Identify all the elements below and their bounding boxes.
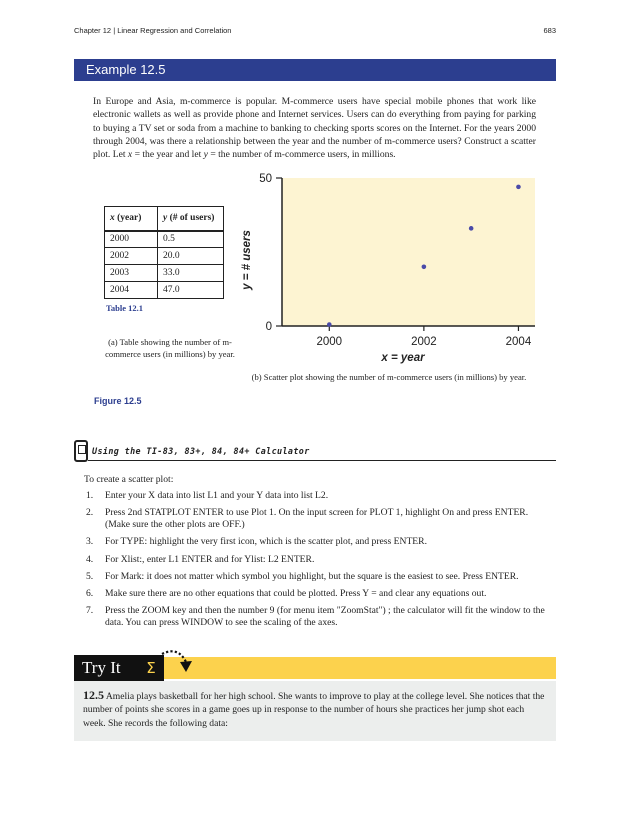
list-item: 7. Press the ZOOM key and then the number 9 (for menu item "ZoomStat") ; the calculator will fit the window to the data. You can press WINDOW to see the scaling of the axes. xyxy=(86,604,545,629)
table-cell-users: 47.0 xyxy=(158,282,224,299)
table-cell-users: 0.5 xyxy=(158,231,224,248)
try-it-problem xyxy=(74,681,556,741)
table-header-users: y (# of users) xyxy=(158,207,224,231)
sigma-icon: Σ xyxy=(146,659,156,677)
example-paragraph xyxy=(93,95,536,161)
figure-label: Figure 12.5 xyxy=(94,396,142,406)
y-tick-label: 0 xyxy=(265,321,272,333)
example-text-3: = the number of m-commerce users, in millions. xyxy=(207,149,396,161)
list-item: 6. Make sure there are no other equations that could be plotted. Press Y = and clear any equations out. xyxy=(86,587,487,599)
table-cell-year: 2000 xyxy=(105,231,158,248)
calculator-heading: Using the TI-83, 83+, 84, 84+ Calculator xyxy=(92,446,310,456)
x-tick-label: 2004 xyxy=(505,336,532,348)
table-header-year: x (year) xyxy=(105,207,158,231)
table-cell-year: 2004 xyxy=(105,282,158,299)
x-tick-label: 2002 xyxy=(411,336,437,348)
example-title: Example 12.5 xyxy=(86,62,166,77)
page-number: 683 xyxy=(543,26,556,35)
list-item: 5. For Mark: it does not matter which symbol you highlight, but the square is the easiest to see. Press ENTER. xyxy=(86,570,519,582)
calculator-icon xyxy=(74,440,88,462)
table-row xyxy=(105,265,224,282)
chapter-title: Chapter 12 | Linear Regression and Correlation xyxy=(74,26,232,35)
divider xyxy=(88,460,556,461)
data-point xyxy=(469,226,474,231)
example-title-bar xyxy=(74,59,556,81)
table-row xyxy=(105,231,224,248)
var-x: x xyxy=(127,149,133,161)
table-row xyxy=(105,282,224,299)
list-item: 3. For TYPE: highlight the very first icon, which is the scatter plot, and press ENTER. xyxy=(86,536,427,548)
calculator-intro: To create a scatter plot: xyxy=(84,474,174,485)
scatter-plot xyxy=(232,170,542,370)
calculator-steps xyxy=(86,490,548,634)
data-point xyxy=(422,265,427,270)
example-text-2: = the year and let xyxy=(132,149,204,161)
table-cell-year: 2002 xyxy=(105,248,158,265)
table-cell-year: 2003 xyxy=(105,265,158,282)
scatter-caption: (b) Scatter plot showing the number of m-commerce users (in millions) by year. xyxy=(251,372,527,382)
y-tick-label: 50 xyxy=(259,173,272,185)
table-cell-users: 20.0 xyxy=(158,248,224,265)
table-header-row xyxy=(105,207,224,231)
list-item: 4. For Xlist:, enter L1 ENTER and for Ylist: L2 ENTER. xyxy=(86,553,315,565)
table-label: Table 12.1 xyxy=(106,303,144,313)
x-axis-label: x = year xyxy=(381,352,425,364)
data-point xyxy=(516,185,521,190)
x-tick-label: 2000 xyxy=(316,336,343,348)
problem-text: Amelia plays basketball for her high school. She wants to improve to play at the college level. She notices that the number of points she scores in a game goes up in response to the number of hours she practices her jump shot each week. She records the following data: xyxy=(83,691,545,729)
curved-arrow-icon xyxy=(160,648,196,678)
plot-background xyxy=(282,178,535,326)
running-header xyxy=(74,26,556,38)
table-cell-users: 33.0 xyxy=(158,265,224,282)
table-row xyxy=(105,248,224,265)
list-item: 2. Press 2nd STATPLOT ENTER to use Plot 1. On the input screen for PLOT 1, highlight On and press ENTER. (Make sure the other plots are OFF.) xyxy=(86,507,529,531)
y-axis-label: y = # users xyxy=(241,230,253,290)
var-y: y xyxy=(203,149,208,161)
data-point xyxy=(327,322,332,327)
try-it-label: Try It xyxy=(74,655,164,681)
table-caption: (a) Table showing the number of m-commerce users (in millions) by year. xyxy=(105,337,235,359)
data-table xyxy=(104,206,224,299)
example-text-1: In Europe and Asia, m-commerce is popular. M-commerce users have special mobile phones that work like electronic wallets as well as provide phone and Internet services. Users can do everything from paying for parking to buying a TV set or soda from a machine to banking to checking sports scores on the Internet. For the years 2000 through 2004, was there a relationship between the year and the number of m-commerce users? Construct a scatter plot. Let xyxy=(93,96,536,161)
list-item: 1. Enter your X data into list L1 and your Y data into list L2. xyxy=(86,490,329,501)
problem-number: 12.5 xyxy=(83,688,104,702)
